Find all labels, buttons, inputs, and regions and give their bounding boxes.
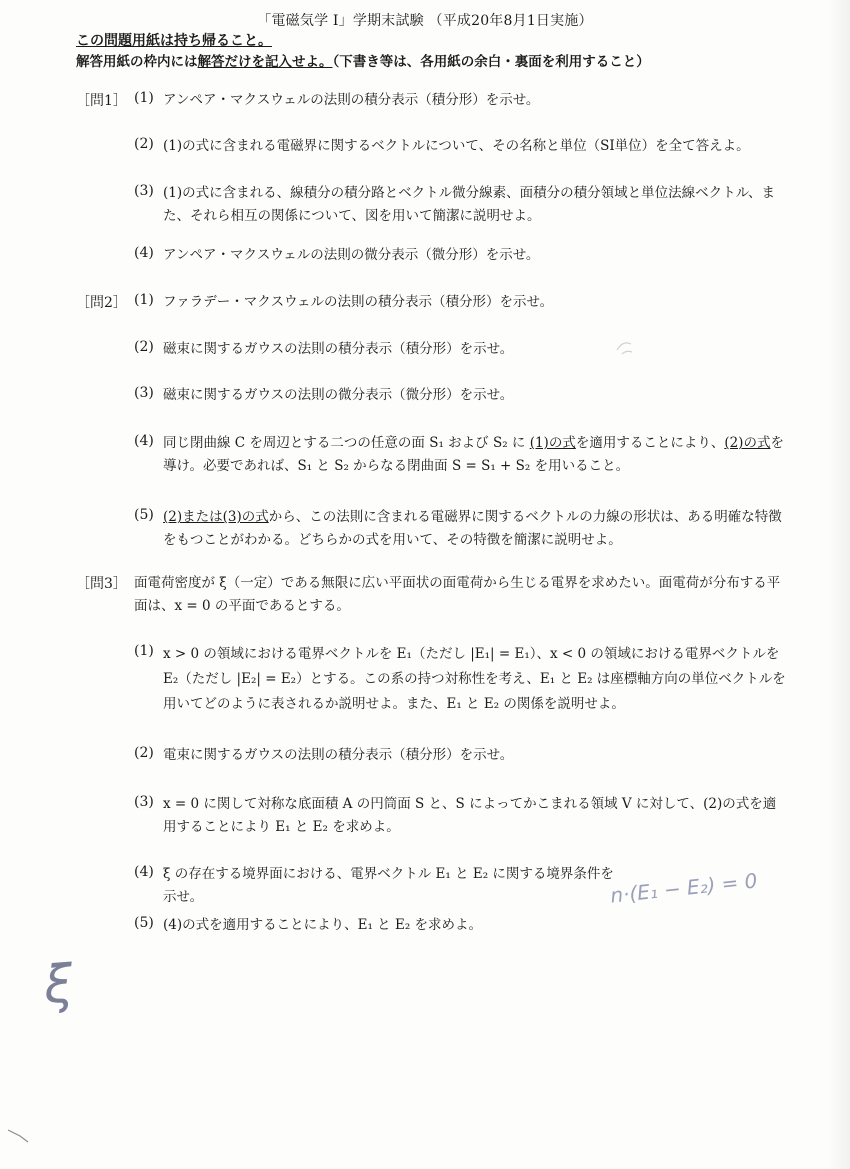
q3-5-text: (4)の式を適用することにより、E₁ と E₂ を求めよ。 [163, 917, 483, 933]
q1-1-num: (1) [134, 90, 154, 106]
q2-label: ［問2］ [76, 295, 127, 311]
corner-scan-mark [6, 1126, 36, 1146]
instructions-pre: 解答用紙の枠内には [76, 54, 198, 70]
q1-4-num: (4) [134, 245, 154, 261]
q2-4-text-b: を適用することにより、 [575, 435, 725, 451]
q2-4-text-c: を導け。必要であれば、S₁ と S₂ からなる閉曲面 S = S₁ + S₂ を用いること。 [163, 435, 784, 474]
q2-4-ref-eq2: (2)の式 [724, 435, 771, 451]
q3-3-text: x = 0 に関して対称な底面積 A の円筒面 S と、S によってかこまれる領域 V に対して、(2)の式を適用することにより E₁ と E₂ を求めよ。 [163, 796, 777, 835]
q2-5-text-rest: から、この法則に含まれる電磁界に関するベクトルの力線の形状は、ある明確な特徴をもつことがわかる。どちらかの式を用いて、その特徴を簡潔に説明せよ。 [163, 509, 782, 548]
scan-smudge [612, 320, 642, 360]
q1-4-text: アンペア・マクスウェルの法則の微分表示（微分形）を示せ。 [163, 247, 540, 263]
q2-1-num: (1) [134, 292, 154, 308]
q1-3-text: (1)の式に含まれる、線積分の積分路とベクトル微分線素、面積分の積分領域と単位法線ベクトル、また、それら相互の関係について、図を用いて簡潔に説明せよ。 [163, 185, 776, 224]
handwritten-xi: ξ [41, 954, 76, 1016]
q2-2-text: 磁束に関するガウスの法則の積分表示（積分形）を示せ。 [163, 341, 514, 357]
q3-1-num: (1) [134, 643, 154, 659]
q1-2-num: (2) [134, 136, 154, 152]
q3-4-text: ξ の存在する境界面における、電界ベクトル E₁ と E₂ に関する境界条件を示せ。 [163, 866, 614, 905]
q2-5-num: (5) [134, 507, 154, 523]
q3-5-num: (5) [134, 915, 154, 931]
instructions-underlined: 解答だけを記入せよ。 [197, 54, 333, 70]
q3-4-num: (4) [134, 864, 154, 880]
q2-4-text [163, 432, 788, 478]
q3-label: ［問3］ [76, 576, 127, 592]
q1-1-text: アンペア・マクスウェルの法則の積分表示（積分形）を示せ。 [163, 92, 540, 108]
instructions-post: （下書き等は、各用紙の余白・裏面を利用すること） [332, 54, 650, 70]
q3-1-text: x > 0 の領域における電界ベクトルを E₁（ただし |E₁| = E₁）、x < 0 の領域における電界ベクトルを E₂（ただし |E₂| = E₂）とする。この系の持つ対称性を考え、E₁ と E₂ は座標軸方向の単位ベクトルを用いてどのように表されるか説明せよ。また、E₁ と E₂ の関係を説明せよ。 [163, 646, 786, 712]
q2-4-text-a: 同じ閉曲線 C を周辺とする二つの任意の面 S₁ および S₂ に [163, 435, 530, 451]
q2-3-num: (3) [134, 385, 154, 401]
q2-5-text [163, 506, 788, 552]
q2-4-num: (4) [134, 433, 154, 449]
q3-3-num: (3) [134, 794, 154, 810]
q2-5-ref-eqs: (2)または(3)の式 [163, 509, 269, 525]
q3-2-text: 電束に関するガウスの法則の積分表示（積分形）を示せ。 [163, 747, 514, 763]
q3-intro: 面電荷密度が ξ（一定）である無限に広い平面状の面電荷から生じる電界を求めたい。面電荷が分布する平面は、x = 0 の平面であるとする。 [134, 575, 781, 614]
handwritten-note: n·(E₁ − E₂) = 0 [609, 868, 759, 908]
q1-3-num: (3) [134, 183, 154, 199]
q2-2-num: (2) [134, 339, 154, 355]
q1-label: ［問1］ [76, 93, 127, 109]
q1-2-text: (1)の式に含まれる電磁界に関するベクトルについて、その名称と単位（SI単位）を全て答えよ。 [163, 138, 750, 154]
scan-edge [828, 0, 850, 1169]
q3-2-num: (2) [134, 745, 154, 761]
answer-instructions [76, 50, 650, 70]
exam-title: 「電磁気学 I」学期末試験 （平成20年8月1日実施） [257, 13, 593, 29]
q2-4-ref-eq1: (1)の式 [529, 435, 576, 451]
q2-3-text: 磁束に関するガウスの法則の微分表示（微分形）を示せ。 [163, 387, 514, 403]
q2-1-text: ファラデー・マクスウェルの法則の積分表示（積分形）を示せ。 [163, 294, 554, 310]
take-home-notice: この問題用紙は持ち帰ること。 [76, 33, 272, 49]
